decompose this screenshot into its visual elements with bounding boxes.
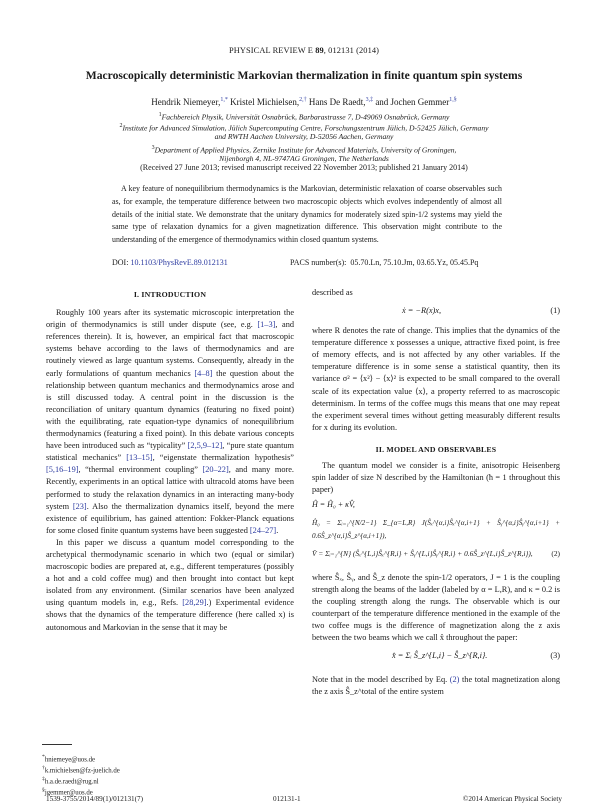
citation-link[interactable]: [5,16–19]	[46, 465, 79, 475]
footnote: §jgemmer@uos.de	[42, 787, 93, 797]
citation-link[interactable]: [1–3]	[257, 320, 276, 330]
equation-3: x̂ = Σᵢ Ŝ_z^{L,i} − Ŝ_z^{R,i}. (3)	[392, 651, 560, 661]
author: Hans De Raedt,$^{3,\ddagger}$	[308, 97, 374, 107]
affiliation: Nijenborgh 4, NL-9747AG Groningen, The Netherlands	[219, 154, 389, 163]
affiliation: $^3$Department of Applied Physics, Zernike Institute for Advanced Materials, University of Groningen,	[151, 145, 457, 155]
received-dates: (Received 27 June 2013; revised manuscript received 22 November 2013; published 21 January 2014)	[140, 163, 468, 172]
paragraph: The quantum model we consider is a finite, anisotropic Heisenberg spin ladder of size N described by the Hamiltonian (ħ = 1 throughout this paper)	[312, 461, 560, 495]
author: Hendrik Niemeyer,$^{1,*}$	[151, 97, 228, 107]
footer-copyright: ©2014 American Physical Society	[462, 795, 562, 803]
footnote: *hniemeye@uos.de	[42, 754, 96, 764]
pacs-numbers: PACS number(s): 05.70.Ln, 75.10.Jm, 03.65.Yz, 05.45.Pq	[290, 258, 479, 267]
doi: DOI: 10.1103/PhysRevE.89.012131	[112, 258, 228, 267]
author-mark-link[interactable]: 2,†	[299, 97, 307, 103]
paragraph: In this paper we discuss a quantum model corresponding to the archetypical thermodynamic scenario in which two (equal or similar) macroscopic bodies are prepared at, e.g., different temperatures (possibly a hot and a cold coffee mug) and then brought into contact but kept isolated from any environment. (Similar scenarios have been analyzed using quantum models in, e.g., Refs. [28,29].) Experimental evidence shows that the dynamics of the temperature difference (here called x) is autonomous and Markovian in the sense that it may be	[46, 537, 294, 632]
section-heading: I. INTRODUCTION	[133, 290, 207, 299]
right-column	[312, 287, 560, 698]
author-mark-link[interactable]: 1,*	[220, 97, 228, 103]
journal-article: , 012131 (2014)	[323, 46, 380, 55]
author: and Jochen Gemmer$^{1,\S}$	[375, 97, 457, 107]
affiliation: and RWTH Aachen University, D-52056 Aachen, Germany	[214, 132, 394, 141]
citation-link[interactable]: [2,5,9–12]	[187, 441, 223, 451]
footer-issn: 1539-3755/2014/89(1)/012131(7)	[46, 795, 144, 803]
paragraph: Note that in the model described by Eq. (2) the total magnetization along the z axis Ŝ_z^total of the entire system	[312, 675, 560, 697]
citation-link[interactable]: [4–8]	[194, 368, 213, 378]
journal-header	[0, 46, 608, 55]
equation-link[interactable]: (2)	[449, 675, 460, 685]
citation-link[interactable]: [28,29]	[182, 598, 207, 608]
footnote: †k.michielsen@fz-juelich.de	[42, 765, 120, 775]
author-mark-link[interactable]: 1,§	[449, 97, 457, 103]
footnote-divider	[42, 744, 72, 745]
paragraph: where R denotes the rate of change. This implies that the dynamics of the temperature difference x possesses a unique, attractive fixed point, is free of memory effects, and is not affected by any other variables. If the temperature difference is in some sense a statistical quantity, then its variance σ² = ⟨x²⟩ − ⟨x⟩² is expected to be small compared to the overall scale of its expectation value ⟨x⟩, a property referred to as macroscopic determinism. In terms of the coffee mugs this means that one may repeat the experiment several times without getting measurably different results for x during its evolution.	[312, 326, 560, 432]
paragraph: described as	[312, 288, 353, 297]
citation-link[interactable]: [24–27]	[249, 525, 277, 535]
footnote: ‡h.a.de.raedt@rug.nl	[42, 776, 99, 786]
equation-2b: Ĥ₀ = Σᵢ₌₁^{N/2−1} Σ_{α=L,R} J(Ŝₓ^{α,i}Ŝₓ^{α,i+1} + Ŝᵧ^{α,i}Ŝᵧ^{α,i+1} + 0.6Ŝ_z^{α,i}Ŝ_z^{α,i+1}),	[312, 519, 560, 540]
citation-link[interactable]: [13–15]	[126, 453, 153, 463]
section-heading: II. MODEL AND OBSERVABLES	[375, 444, 497, 454]
doi-link[interactable]: 10.1103/PhysRevE.89.012131	[130, 258, 228, 267]
footer-page: 012131-1	[273, 795, 301, 803]
equation-1: ẋ = −R(x)x, (1)	[402, 306, 560, 316]
journal-volume: 89	[315, 46, 324, 55]
equation-2a: Ĥ = Ĥ₀ + κV̂,	[312, 500, 355, 510]
citation-link[interactable]: [20–22]	[202, 465, 229, 475]
paragraph: Roughly 100 years after its systematic microscopic interpretation the origin of thermodynamics is still under dispute (see, e.g. [1–3], and references therein). It is, however, an empirical fact that macroscopic systems behave according to the laws of thermodynamics and are routinely viewed as large quantum systems. Consequently, already in the early formulations of quantum mechanics [4–8] the question about the relationship between quantum mechanics and thermodynamics arose and is still discussed today. A central point in the discussion is the reconciliation of unitary quantum dynamics (featuring no fixed point) with the equilibrating, rate equation-type dynamics of nonequilibrium thermodynamics (featuring a fixed point). In this debate various concepts have been introduced such as “typicality” [2,5,9–12], “pure state quantum statistical mechanics” [13–15], “eigenstate thermalization hypothesis” [5,16–19], “thermal environment coupling” [20–22], and many more. Recently, experiments in an optical lattice with ultracold atoms have been performed to study the relaxation dynamics in an interacting many-body system [23]. Also the thermalization dynamics itself, beyond the mere existence of equilibrium, has gained attention: Fokker-Planck equations for some closed finite quantum systems have been suggested [24–27].	[46, 308, 295, 535]
citation-link[interactable]: [23]	[72, 501, 87, 511]
affiliation: $^2$Institute for Advanced Simulation, Jülich Supercomputing Centre, Forschungszentrum Jülich, D-52425 Jülich, Germany	[119, 123, 489, 133]
journal-name: PHYSICAL REVIEW E	[228, 46, 314, 55]
left-column	[46, 289, 294, 634]
author-mark-link[interactable]: 3,‡	[365, 97, 374, 103]
paper-title: Macroscopically deterministic Markovian thermalization in finite quantum spin systems	[85, 69, 523, 82]
author: Kristel Michielsen,$^{2,\dagger}$	[230, 97, 307, 107]
author-list	[0, 97, 608, 107]
affiliation: $^1$Fachbereich Physik, Universität Osnabrück, Barbarastrasse 7, D-49069 Osnabrück, Germany	[158, 112, 450, 122]
abstract: A key feature of nonequilibrium thermodynamics is the Markovian, deterministic relaxation of coarse observables such as, for example, the temperature difference between two macroscopic objects which evolves independently of almost all details of the initial state. We demonstrate that the unitary dynamics for moderately sized spin-1/2 systems may yield the same type of relaxation dynamics for a given magnetization difference. This observation might contribute to the understanding of the emergence of thermodynamics within closed quantum systems.	[112, 184, 502, 245]
paragraph: where Ŝₓ, Ŝᵧ, and Ŝ_z denote the spin-1/2 operators, J = 1 is the coupling strength along the beams of the ladder (labeled by α = L,R), and κ = 0.2 is the coupling strength along the rungs. The observable which is our counterpart of the temperature difference mentioned in the example of the two coffee mugs is the difference of magnetization along the z axis between the two beams which we call x̂ throughout the paper:	[312, 572, 560, 643]
equation-2c: V̂ = Σᵢ₌₁^{N} (Ŝₓ^{L,i}Ŝₓ^{R,i} + Ŝᵧ^{L,i}Ŝᵧ^{R,i} + 0.6Ŝ_z^{L,i}Ŝ_z^{R,i}), (2)	[312, 548, 560, 558]
